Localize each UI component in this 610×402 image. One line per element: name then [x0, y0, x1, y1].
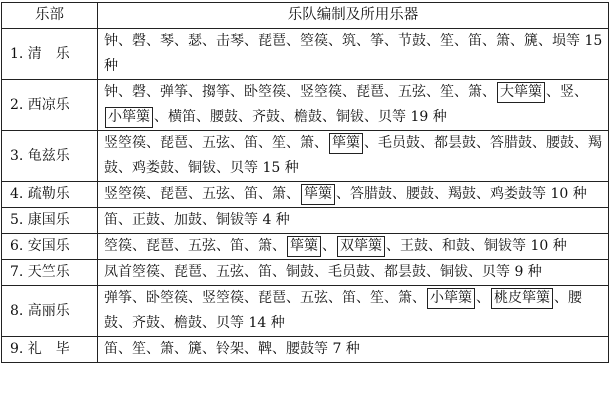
instrument-text: 、: [476, 290, 490, 306]
instrument-text: 钟、磬、弹筝、搊筝、卧箜篌、竖箜篌、琵琶、五弦、笙、箫、: [104, 84, 496, 100]
instruments-cell: [98, 286, 609, 337]
yuebu-cell: 1. 清 乐: [2, 29, 98, 80]
table-row: [2, 131, 609, 182]
header-yuebu: 乐部: [2, 3, 98, 29]
instrument-text: 弹筝、卧箜篌、竖箜篌、琵琶、五弦、笛、笙、箫、: [104, 290, 426, 306]
music-ensembles-table: [1, 2, 609, 363]
yuebu-cell: 3. 龟兹乐: [2, 131, 98, 182]
yuebu-cell: 5. 康国乐: [2, 208, 98, 234]
table-row: [2, 286, 609, 337]
instrument-text: 、腰鼓、齐鼓、檐鼓、贝等 14 种: [104, 290, 582, 331]
boxed-instrument: 大筚篥: [497, 82, 545, 103]
instrument-text: 笛、正鼓、加鼓、铜钹等 4 种: [104, 212, 290, 228]
instrument-text: 、毛员鼓、都昙鼓、答腊鼓、腰鼓、羯鼓、鸡娄鼓、铜钹、贝等 15 种: [104, 135, 602, 176]
table-header-row: [2, 3, 609, 29]
instruments-cell: [98, 29, 609, 80]
table-row: [2, 337, 609, 363]
boxed-instrument: 桃皮筚篥: [491, 288, 553, 309]
table-row: [2, 234, 609, 260]
table-row: [2, 29, 609, 80]
instrument-text: 、王鼓、和鼓、铜钹等 10 种: [386, 238, 567, 254]
yuebu-cell: 7. 天竺乐: [2, 260, 98, 286]
instruments-cell: [98, 131, 609, 182]
instruments-cell: [98, 337, 609, 363]
instruments-cell: [98, 260, 609, 286]
table-row: [2, 80, 609, 131]
instrument-text: 钟、磬、琴、瑟、击琴、琵琶、箜篌、筑、筝、节鼓、笙、笛、箫、篪、埙等 15 种: [104, 33, 603, 74]
boxed-instrument: 小筚篥: [105, 107, 153, 128]
instruments-cell: [98, 80, 609, 131]
boxed-instrument: 筚篥: [329, 133, 363, 154]
header-instruments: 乐队编制及所用乐器: [98, 3, 609, 29]
table-row: [2, 208, 609, 234]
instrument-text: 凤首箜篌、琵琶、五弦、笛、铜鼓、毛员鼓、都昙鼓、铜钹、贝等 9 种: [104, 264, 542, 280]
instrument-text: 、答腊鼓、腰鼓、羯鼓、鸡娄鼓等 10 种: [336, 186, 587, 202]
boxed-instrument: 双筚篥: [337, 236, 385, 257]
table-row: [2, 260, 609, 286]
yuebu-cell: 6. 安国乐: [2, 234, 98, 260]
instrument-text: 竖箜篌、琵琶、五弦、笛、箫、: [104, 186, 300, 202]
table-body: [2, 29, 609, 363]
instrument-text: 笛、笙、箫、篪、铃架、鞞、腰鼓等 7 种: [104, 341, 360, 357]
instrument-text: 箜篌、琵琶、五弦、笛、箫、: [104, 238, 286, 254]
instruments-cell: [98, 208, 609, 234]
boxed-instrument: 筚篥: [301, 184, 335, 205]
boxed-instrument: 小筚篥: [427, 288, 475, 309]
instruments-cell: [98, 182, 609, 208]
boxed-instrument: 筚篥: [287, 236, 321, 257]
table-row: [2, 182, 609, 208]
yuebu-cell: 2. 西凉乐: [2, 80, 98, 131]
instrument-text: 、竖、: [546, 84, 588, 100]
yuebu-cell: 9. 礼 毕: [2, 337, 98, 363]
yuebu-cell: 4. 疏勒乐: [2, 182, 98, 208]
instrument-text: 、: [322, 238, 336, 254]
yuebu-cell: 8. 高丽乐: [2, 286, 98, 337]
instrument-text: 竖箜篌、琵琶、五弦、笛、笙、箫、: [104, 135, 328, 151]
instruments-cell: [98, 234, 609, 260]
instrument-text: 、横笛、腰鼓、齐鼓、檐鼓、铜钹、贝等 19 种: [154, 109, 447, 125]
